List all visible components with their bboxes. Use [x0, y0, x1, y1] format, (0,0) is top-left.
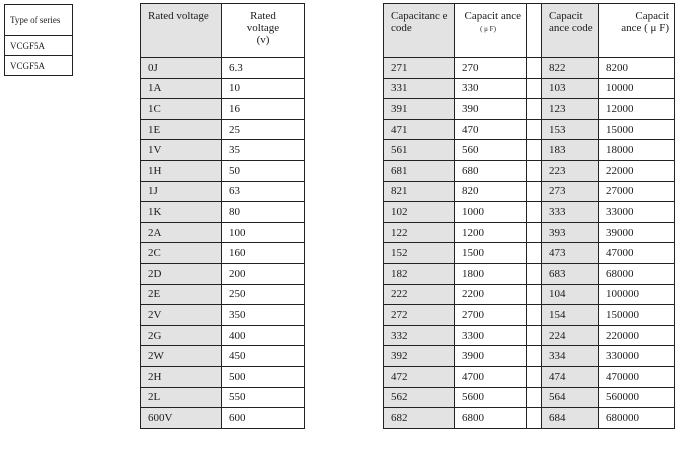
cap-value-cell-left: 2200 [455, 284, 527, 305]
voltage-row [141, 346, 305, 367]
voltage-code-cell: 1K [141, 202, 222, 223]
capacitance-row [384, 243, 675, 264]
voltage-value-cell: 35 [222, 140, 305, 161]
voltage-row [141, 325, 305, 346]
cap-code-cell-left: 272 [384, 305, 455, 326]
voltage-row [141, 202, 305, 223]
cap-value-header-left-unit: ( μ F) [480, 25, 496, 33]
column-gap [527, 222, 542, 243]
column-gap [527, 140, 542, 161]
capacitance-row [384, 387, 675, 408]
column-gap [527, 160, 542, 181]
cap-value-cell-right: 18000 [599, 140, 675, 161]
cap-value-cell-right: 8200 [599, 58, 675, 79]
voltage-value-cell: 350 [222, 305, 305, 326]
column-gap [527, 284, 542, 305]
voltage-code-cell: 1E [141, 119, 222, 140]
capacitance-row [384, 58, 675, 79]
capacitance-row [384, 346, 675, 367]
cap-value-header-right-line2: ance ( μ F) [621, 22, 669, 34]
voltage-value-cell: 450 [222, 346, 305, 367]
cap-code-cell-right: 393 [542, 222, 599, 243]
voltage-code-cell: 2C [141, 243, 222, 264]
voltage-code-cell: 2V [141, 305, 222, 326]
capacitance-row [384, 181, 675, 202]
voltage-code-cell: 2D [141, 263, 222, 284]
cap-value-header-right [599, 4, 675, 58]
voltage-code-cell: 600V [141, 408, 222, 429]
cap-code-cell-left: 471 [384, 119, 455, 140]
cap-value-cell-right: 47000 [599, 243, 675, 264]
voltage-value-cell: 200 [222, 263, 305, 284]
voltage-row [141, 408, 305, 429]
cap-value-cell-left: 470 [455, 119, 527, 140]
cap-value-cell-left: 5600 [455, 387, 527, 408]
voltage-row [141, 78, 305, 99]
voltage-row [141, 140, 305, 161]
cap-value-cell-right: 100000 [599, 284, 675, 305]
series-cell: VCGF5A [5, 56, 73, 76]
cap-code-cell-right: 154 [542, 305, 599, 326]
cap-code-cell-right: 684 [542, 408, 599, 429]
voltage-row [141, 181, 305, 202]
voltage-code-cell: 1V [141, 140, 222, 161]
cap-value-cell-left: 3900 [455, 346, 527, 367]
cap-code-cell-left: 222 [384, 284, 455, 305]
cap-value-cell-right: 12000 [599, 99, 675, 120]
voltage-value-cell: 500 [222, 366, 305, 387]
cap-code-cell-right: 564 [542, 387, 599, 408]
cap-code-cell-left: 561 [384, 140, 455, 161]
capacitance-row [384, 325, 675, 346]
cap-value-cell-left: 330 [455, 78, 527, 99]
voltage-code-cell: 2A [141, 222, 222, 243]
capacitance-row [384, 263, 675, 284]
voltage-value-cell: 16 [222, 99, 305, 120]
cap-value-cell-right: 10000 [599, 78, 675, 99]
cap-code-cell-left: 122 [384, 222, 455, 243]
cap-code-cell-right: 183 [542, 140, 599, 161]
capacitance-row [384, 222, 675, 243]
capacitance-row [384, 78, 675, 99]
voltage-value-cell: 600 [222, 408, 305, 429]
column-gap [527, 99, 542, 120]
cap-code-cell-right: 474 [542, 366, 599, 387]
series-table [4, 4, 73, 76]
column-gap [527, 58, 542, 79]
cap-code-cell-right: 273 [542, 181, 599, 202]
capacitance-row [384, 140, 675, 161]
column-gap [527, 325, 542, 346]
cap-value-cell-right: 680000 [599, 408, 675, 429]
voltage-code-cell: 1A [141, 78, 222, 99]
capacitance-table [383, 3, 675, 429]
cap-value-cell-left: 6800 [455, 408, 527, 429]
column-gap [527, 181, 542, 202]
series-cell: VCGF5A [5, 36, 73, 56]
column-gap [527, 305, 542, 326]
cap-value-cell-left: 390 [455, 99, 527, 120]
voltage-value-cell: 250 [222, 284, 305, 305]
cap-code-cell-left: 152 [384, 243, 455, 264]
cap-code-cell-left: 391 [384, 99, 455, 120]
cap-value-cell-right: 560000 [599, 387, 675, 408]
cap-value-cell-left: 4700 [455, 366, 527, 387]
cap-code-cell-right: 224 [542, 325, 599, 346]
capacitance-row [384, 284, 675, 305]
cap-value-cell-left: 1200 [455, 222, 527, 243]
cap-value-cell-left: 270 [455, 58, 527, 79]
cap-value-cell-left: 1500 [455, 243, 527, 264]
voltage-code-cell: 1C [141, 99, 222, 120]
cap-value-cell-left: 3300 [455, 325, 527, 346]
cap-value-cell-right: 33000 [599, 202, 675, 223]
column-gap [527, 346, 542, 367]
voltage-code-cell: 0J [141, 58, 222, 79]
cap-value-cell-left: 1000 [455, 202, 527, 223]
cap-value-cell-right: 68000 [599, 263, 675, 284]
voltage-value-cell: 25 [222, 119, 305, 140]
cap-value-cell-right: 470000 [599, 366, 675, 387]
voltage-code-cell: 1H [141, 160, 222, 181]
cap-value-cell-right: 39000 [599, 222, 675, 243]
voltage-row [141, 366, 305, 387]
cap-code-cell-right: 333 [542, 202, 599, 223]
column-gap [527, 202, 542, 223]
capacitance-row [384, 305, 675, 326]
voltage-value-cell: 63 [222, 181, 305, 202]
cap-code-cell-right: 473 [542, 243, 599, 264]
column-gap [527, 408, 542, 429]
voltage-value-header-line2: voltage [246, 22, 280, 34]
voltage-code-cell: 2W [141, 346, 222, 367]
voltage-row [141, 99, 305, 120]
column-gap [527, 387, 542, 408]
voltage-table-body [141, 58, 305, 429]
cap-value-cell-right: 330000 [599, 346, 675, 367]
voltage-row [141, 284, 305, 305]
cap-value-cell-left: 560 [455, 140, 527, 161]
cap-value-cell-right: 22000 [599, 160, 675, 181]
cap-value-header-left-text: Capacit ance [464, 10, 521, 22]
capacitance-row [384, 160, 675, 181]
cap-code-cell-left: 821 [384, 181, 455, 202]
cap-value-cell-left: 1800 [455, 263, 527, 284]
voltage-value-cell: 550 [222, 387, 305, 408]
voltage-value-cell: 160 [222, 243, 305, 264]
cap-code-cell-left: 331 [384, 78, 455, 99]
column-gap [527, 4, 542, 58]
cap-code-cell-left: 271 [384, 58, 455, 79]
voltage-code-cell: 2H [141, 366, 222, 387]
cap-value-cell-right: 220000 [599, 325, 675, 346]
voltage-value-cell: 400 [222, 325, 305, 346]
voltage-row [141, 387, 305, 408]
cap-code-header-left: Capacitanc e code [384, 4, 455, 58]
column-gap [527, 366, 542, 387]
voltage-code-cell: 2G [141, 325, 222, 346]
voltage-row [141, 243, 305, 264]
capacitance-row [384, 366, 675, 387]
cap-code-cell-left: 681 [384, 160, 455, 181]
cap-code-cell-right: 683 [542, 263, 599, 284]
cap-code-cell-left: 562 [384, 387, 455, 408]
cap-code-cell-right: 822 [542, 58, 599, 79]
cap-value-cell-left: 680 [455, 160, 527, 181]
cap-value-cell-right: 150000 [599, 305, 675, 326]
column-gap [527, 263, 542, 284]
voltage-code-cell: 2L [141, 387, 222, 408]
voltage-value-header [222, 4, 305, 58]
capacitance-row [384, 202, 675, 223]
cap-code-cell-right: 153 [542, 119, 599, 140]
column-gap [527, 78, 542, 99]
cap-code-cell-right: 104 [542, 284, 599, 305]
cap-value-header-left [455, 4, 527, 58]
cap-code-cell-right: 123 [542, 99, 599, 120]
capacitance-row [384, 99, 675, 120]
voltage-row [141, 160, 305, 181]
cap-code-cell-left: 182 [384, 263, 455, 284]
cap-value-cell-left: 2700 [455, 305, 527, 326]
voltage-code-header: Rated voltage [141, 4, 222, 58]
cap-code-header-right: Capacit ance code [542, 4, 599, 58]
voltage-value-cell: 100 [222, 222, 305, 243]
cap-code-cell-left: 392 [384, 346, 455, 367]
voltage-row [141, 119, 305, 140]
cap-code-cell-left: 102 [384, 202, 455, 223]
capacitance-row [384, 119, 675, 140]
voltage-value-cell: 10 [222, 78, 305, 99]
series-header: Type of series [5, 5, 73, 36]
cap-code-cell-right: 334 [542, 346, 599, 367]
cap-code-cell-left: 472 [384, 366, 455, 387]
voltage-row [141, 263, 305, 284]
voltage-value-header-unit: (v) [256, 34, 270, 46]
voltage-value-cell: 80 [222, 202, 305, 223]
voltage-value-header-line1: Rated [250, 10, 276, 22]
rated-voltage-table [140, 3, 305, 429]
voltage-code-cell: 2E [141, 284, 222, 305]
voltage-value-cell: 50 [222, 160, 305, 181]
voltage-code-cell: 1J [141, 181, 222, 202]
cap-value-header-right-line1: Capacit [635, 10, 669, 22]
voltage-row [141, 222, 305, 243]
cap-value-cell-left: 820 [455, 181, 527, 202]
voltage-row [141, 58, 305, 79]
voltage-value-cell: 6.3 [222, 58, 305, 79]
cap-code-cell-left: 682 [384, 408, 455, 429]
capacitance-row [384, 408, 675, 429]
cap-code-cell-right: 223 [542, 160, 599, 181]
cap-code-cell-right: 103 [542, 78, 599, 99]
cap-value-cell-right: 27000 [599, 181, 675, 202]
column-gap [527, 243, 542, 264]
cap-code-cell-left: 332 [384, 325, 455, 346]
voltage-row [141, 305, 305, 326]
capacitance-table-body [384, 58, 675, 429]
column-gap [527, 119, 542, 140]
cap-value-cell-right: 15000 [599, 119, 675, 140]
